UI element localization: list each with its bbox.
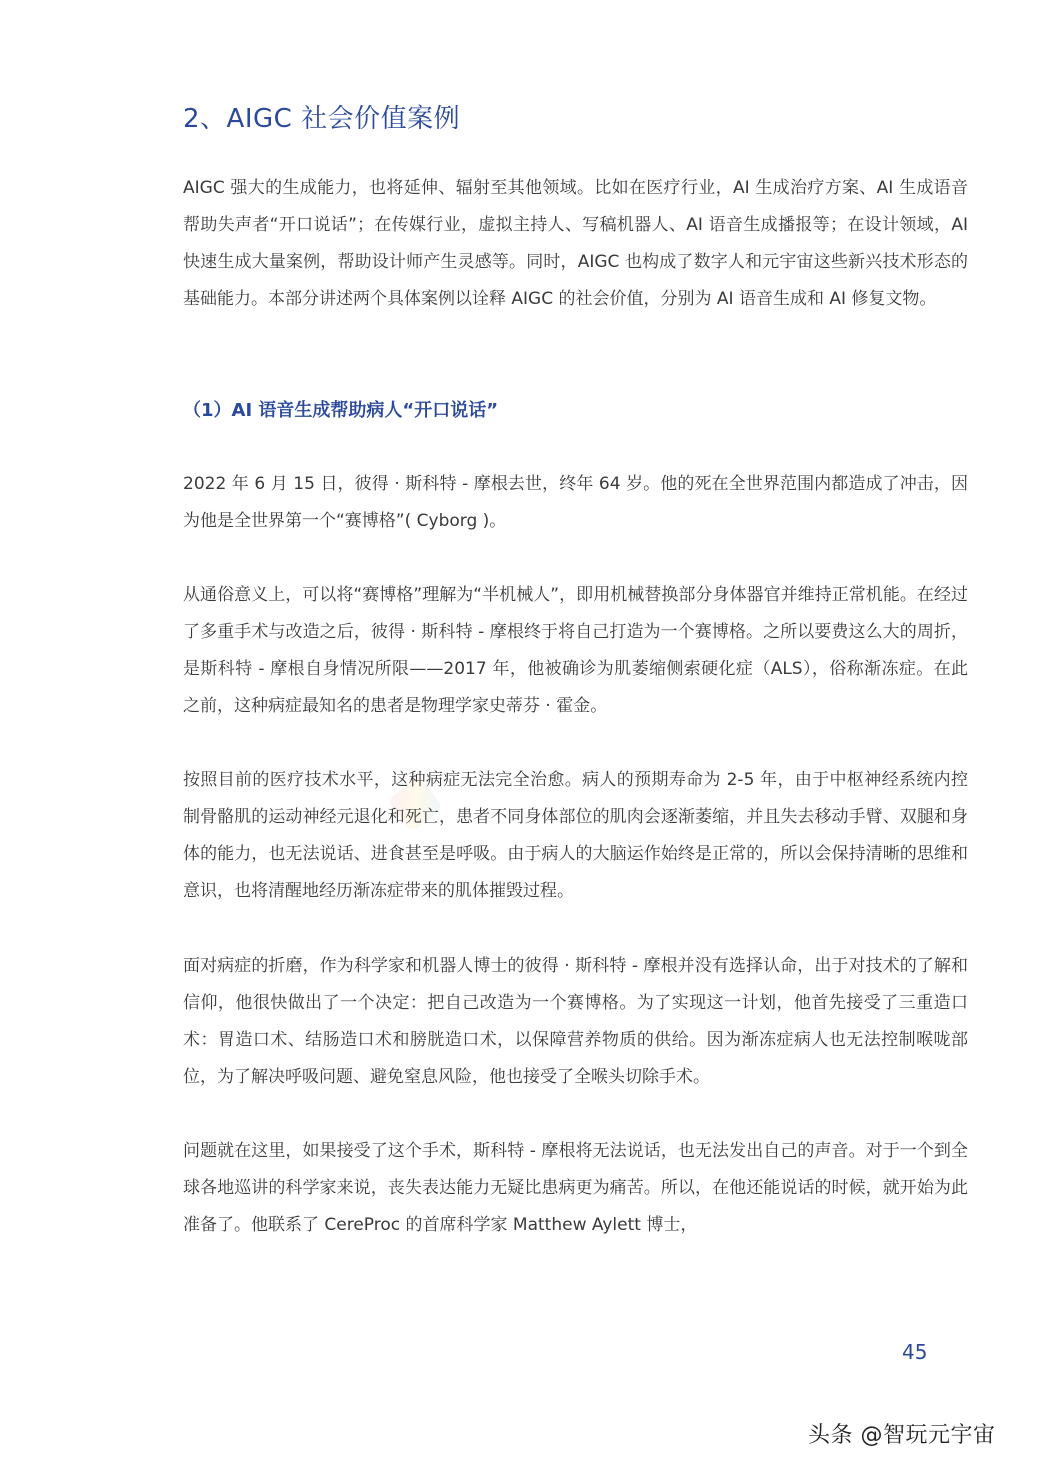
page-number: 45	[902, 1340, 928, 1364]
subsection-heading: （1）AI 语音生成帮助病人“开口说话”	[183, 400, 499, 421]
paragraph-4: 面对病症的折磨，作为科学家和机器人博士的彼得 · 斯科特 - 摩根并没有选择认命，出于对技术的了解和信仰，他很快做出了一个决定：把自己改造为一个赛博格。为了实现这一计划，他首先接受了三重造口术：胃造口术、结肠造口术和膀胱造口术，以保障营养物质的供给。因为渐冻症病人也无法控制喉咙部位，为了解决呼吸问题、避免窒息风险，他也接受了全喉头切除手术。	[183, 956, 968, 1087]
intro-paragraph: AIGC 强大的生成能力，也将延伸、辐射至其他领域。比如在医疗行业，AI 生成治疗方案、AI 生成语音帮助失声者“开口说话”；在传媒行业，虚拟主持人、写稿机器人、AI 语音生成播报等；在设计领域，AI 快速生成大量案例，帮助设计师产生灵感等。同时，AIGC 也构成了数字人和元宇宙这些新兴技术形态的基础能力。本部分讲述两个具体案例以诠释 AIGC 的社会价值，分别为 AI 语音生成和 AI 修复文物。	[183, 178, 968, 309]
paragraph-3: 按照目前的医疗技术水平，这种病症无法完全治愈。病人的预期寿命为 2-5 年，由于中枢神经系统内控制骨骼肌的运动神经元退化和死亡，患者不同身体部位的肌肉会逐渐萎缩，并且失去移动手臂、双腿和身体的能力，也无法说话、进食甚至是呼吸。由于病人的大脑运作始终是正常的，所以会保持清晰的思维和意识，也将清醒地经历渐冻症带来的肌体摧毁过程。	[183, 770, 968, 901]
paragraph-5: 问题就在这里，如果接受了这个手术，斯科特 - 摩根将无法说话，也无法发出自己的声音。对于一个到全球各地巡讲的科学家来说，丧失表达能力无疑比患病更为痛苦。所以，在他还能说话的时候，就开始为此准备了。他联系了 CereProc 的首席科学家 Matthew Aylett 博士，	[183, 1141, 968, 1235]
paragraph-2: 从通俗意义上，可以将“赛博格”理解为“半机械人”，即用机械替换部分身体器官并维持正常机能。在经过了多重手术与改造之后，彼得 · 斯科特 - 摩根终于将自己打造为一个赛博格。之所以要费这么大的周折，是斯科特 - 摩根自身情况所限——2017 年，他被确诊为肌萎缩侧索硬化症（ALS），俗称渐冻症。在此之前，这种病症最知名的患者是物理学家史蒂芬 · 霍金。	[183, 585, 968, 716]
source-watermark-text: 头条 @智玩元宇宙	[808, 1423, 996, 1448]
section-title: 2、AIGC 社会价值案例	[183, 104, 461, 134]
paragraph-1: 2022 年 6 月 15 日，彼得 · 斯科特 - 摩根去世，终年 64 岁。他的死在全世界范围内都造成了冲击，因为他是全世界第一个“赛博格”( Cyborg )。	[183, 474, 968, 531]
